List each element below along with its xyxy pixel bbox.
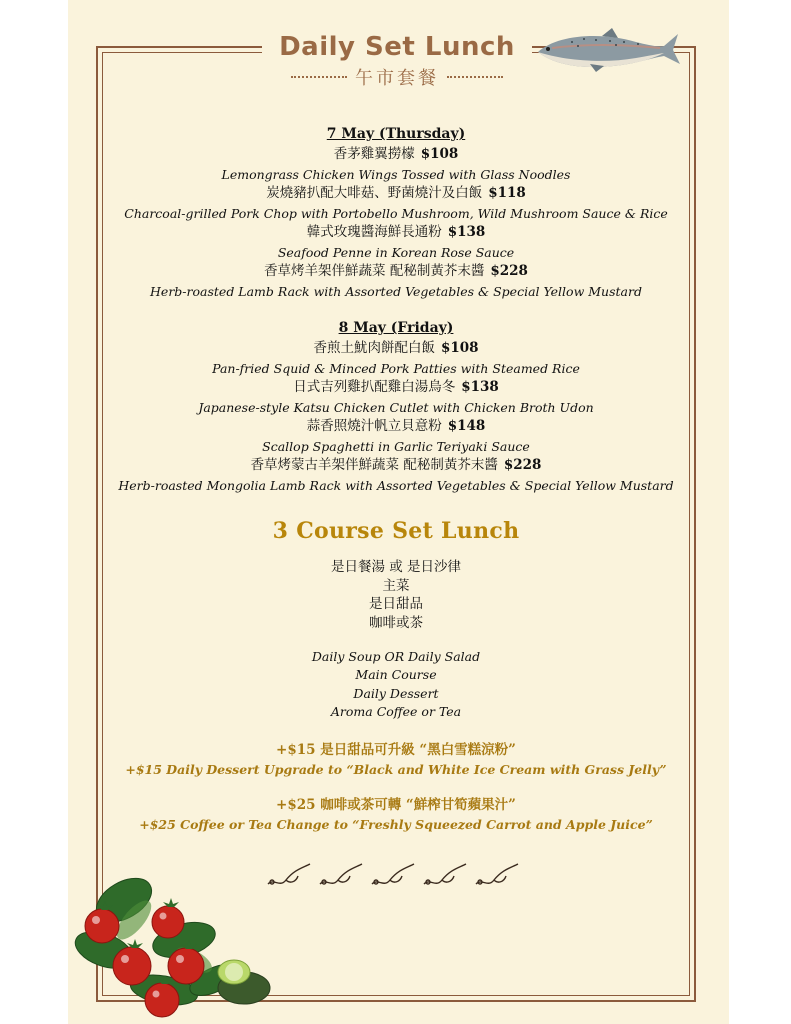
dish-en: Charcoal-grilled Pork Chop with Portobello Mushroom, Wild Mushroom Sauce & Rice — [124, 205, 668, 221]
upgrade-en: +$25 Coffee or Tea Change to “Freshly Squeezed Carrot and Apple Juice” — [139, 817, 653, 832]
dish-price: $118 — [488, 185, 526, 201]
dish-price: $228 — [490, 263, 528, 279]
subtitle-row — [262, 64, 532, 90]
dish-en: Lemongrass Chicken Wings Tossed with Glass Noodles — [221, 166, 571, 182]
drink-upgrade — [102, 795, 690, 835]
upgrade-cn: +$15 是日甜品可升級 “黑白雪糕涼粉” — [276, 742, 516, 758]
dish-en: Pan-fried Squid & Minced Pork Patties with Steamed Rice — [212, 360, 580, 376]
salmon-fish-icon — [532, 26, 682, 74]
dish-cn-name: 香煎土魷肉餅配白飯 — [313, 340, 435, 356]
course-en-line: Aroma Coffee or Tea — [330, 703, 462, 719]
course-cn-line: 咖啡或茶 — [369, 614, 423, 631]
course-en-line: Daily Dessert — [353, 685, 439, 701]
dish-cn — [102, 145, 690, 165]
day-heading: 7 May (Thursday) — [326, 126, 466, 142]
dish-cn-name: 香草烤羊架伴鮮蔬菜 配秘制黃芥末醬 — [264, 263, 485, 279]
dish-cn-name: 香草烤蒙古羊架伴鮮蔬菜 配秘制黃芥末醬 — [250, 457, 498, 473]
dish-price: $108 — [440, 340, 479, 356]
spacer — [102, 301, 690, 318]
dish-cn — [102, 184, 690, 204]
course-details — [102, 558, 690, 721]
dish-price: $228 — [503, 457, 542, 473]
dish-cn — [102, 456, 690, 476]
dotted-rule-right — [447, 76, 503, 78]
menu-subtitle: 午市套餐 — [355, 68, 439, 89]
dish-cn — [102, 223, 690, 243]
dish-cn — [102, 262, 690, 282]
flourish-divider-icon — [262, 858, 526, 894]
dish-cn-name: 蒜香照燒汁帆立貝意粉 — [306, 418, 442, 434]
course-cn-line: 是日餐湯 或 是日沙律 — [330, 559, 462, 575]
dish-price: $148 — [447, 418, 486, 434]
dish-cn-name: 香茅雞翼撈檬 — [333, 146, 415, 162]
dish-en: Japanese-style Katsu Chicken Cutlet with Chicken Broth Udon — [198, 399, 594, 415]
dessert-upgrade — [102, 740, 690, 780]
course-cn-line: 主菜 — [382, 577, 410, 594]
tomatoes-basil-icon — [74, 870, 284, 1020]
spacer — [102, 632, 690, 648]
day-heading: 8 May (Friday) — [338, 320, 454, 336]
upgrade-en: +$15 Daily Dessert Upgrade to “Black and White Ice Cream with Grass Jelly” — [125, 762, 667, 777]
dish-cn — [102, 417, 690, 437]
daily-menu — [102, 124, 690, 495]
dish-cn-name: 韓式玫瑰醬海鮮長通粉 — [306, 224, 442, 240]
dish-cn-name: 炭燒豬扒配大啡菇、野菌燒汁及白飯 — [266, 185, 483, 201]
dish-cn — [102, 378, 690, 398]
day-block — [102, 124, 690, 301]
dish-price: $108 — [420, 146, 459, 162]
dish-en: Herb-roasted Lamb Rack with Assorted Vegetables & Special Yellow Mustard — [150, 283, 642, 299]
dish-cn-name: 日式吉列雞扒配雞白湯烏冬 — [293, 379, 456, 395]
dish-en: Seafood Penne in Korean Rose Sauce — [277, 244, 515, 260]
dish-en: Herb-roasted Mongolia Lamb Rack with Assorted Vegetables & Special Yellow Mustard — [118, 477, 674, 493]
dotted-rule-left — [291, 76, 347, 78]
dish-price: $138 — [461, 379, 499, 395]
course-title: 3 Course Set Lunch — [272, 518, 520, 544]
course-cn-line: 是日甜品 — [369, 596, 423, 612]
course-en-line: Main Course — [355, 667, 437, 683]
course-en-line: Daily Soup OR Daily Salad — [311, 649, 481, 664]
day-block — [102, 318, 690, 495]
dish-price: $138 — [447, 224, 486, 240]
menu-title: Daily Set Lunch — [279, 32, 515, 62]
upgrade-cn: +$25 咖啡或茶可轉 “鮮榨甘筍蘋果汁” — [276, 797, 516, 813]
dish-cn — [102, 339, 690, 359]
dish-en: Scallop Spaghetti in Garlic Teriyaki Sauce — [262, 438, 530, 454]
